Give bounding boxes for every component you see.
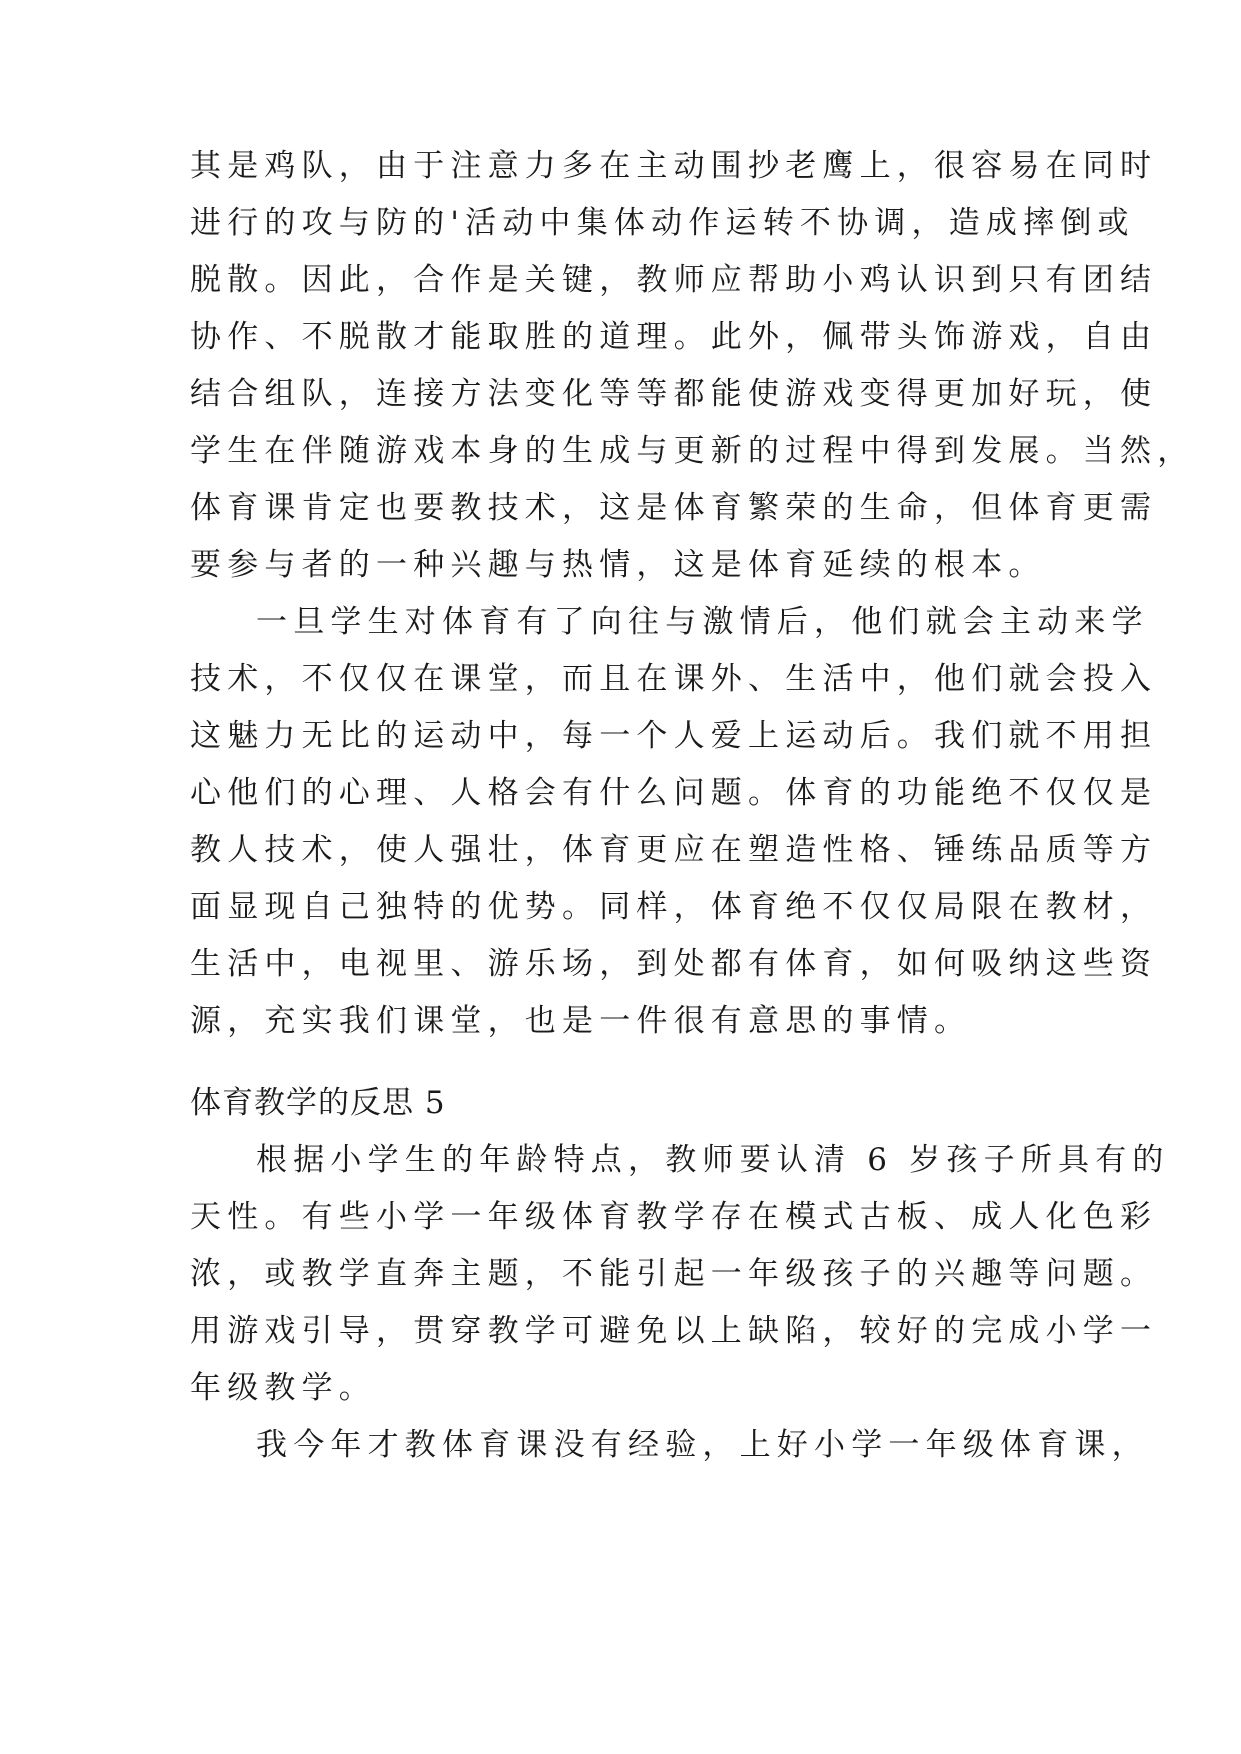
- paragraph-line: 我今年才教体育课没有经验，上好小学一年级体育课，: [256, 1427, 1149, 1463]
- paragraph-line: 用游戏引导，贯穿教学可避免以上缺陷，较好的完成小学一: [190, 1313, 1158, 1349]
- paragraph-line: 心他们的心理、人格会有什么问题。体育的功能绝不仅仅是: [190, 775, 1158, 811]
- paragraph-line: 面显现自己独特的优势。同样，体育绝不仅仅局限在教材，: [190, 889, 1158, 925]
- paragraph-line: 浓，或教学直奔主题，不能引起一年级孩子的兴趣等问题。: [190, 1256, 1158, 1292]
- paragraph-line: 脱散。因此，合作是关键，教师应帮助小鸡认识到只有团结: [190, 262, 1158, 298]
- paragraph-line: 学生在伴随游戏本身的生成与更新的过程中得到发展。当然，: [190, 433, 1195, 469]
- paragraph-line: 年级教学。: [190, 1370, 376, 1406]
- paragraph-line: 要参与者的一种兴趣与热情，这是体育延续的根本。: [190, 547, 1046, 583]
- paragraph-line: 生活中，电视里、游乐场，到处都有体育，如何吸纳这些资: [190, 946, 1158, 982]
- paragraph-line: 技术，不仅仅在课堂，而且在课外、生活中，他们就会投入: [190, 661, 1158, 697]
- paragraph-line: 这魅力无比的运动中，每一个人爱上运动后。我们就不用担: [190, 718, 1158, 754]
- section-heading: 体育教学的反思 5: [190, 1085, 446, 1121]
- paragraph-line: 其是鸡队，由于注意力多在主动围抄老鹰上，很容易在同时: [190, 148, 1158, 184]
- paragraph-line: 一旦学生对体育有了向往与激情后，他们就会主动来学: [256, 604, 1149, 640]
- paragraph-line: 根据小学生的年龄特点，教师要认清 6 岁孩子所具有的: [256, 1142, 1170, 1178]
- paragraph-line: 天性。有些小学一年级体育教学存在模式古板、成人化色彩: [190, 1199, 1158, 1235]
- paragraph-line: 体育课肯定也要教技术，这是体育繁荣的生命，但体育更需: [190, 490, 1158, 526]
- paragraph-line: 源，充实我们课堂，也是一件很有意思的事情。: [190, 1003, 972, 1039]
- paragraph-line: 教人技术，使人强壮，体育更应在塑造性格、锤练品质等方: [190, 832, 1158, 868]
- paragraph-line: 进行的攻与防的'活动中集体动作运转不协调，造成摔倒或: [190, 205, 1135, 241]
- paragraph-line: 结合组队，连接方法变化等等都能使游戏变得更加好玩，使: [190, 376, 1158, 412]
- paragraph-line: 协作、不脱散才能取胜的道理。此外，佩带头饰游戏，自由: [190, 319, 1158, 355]
